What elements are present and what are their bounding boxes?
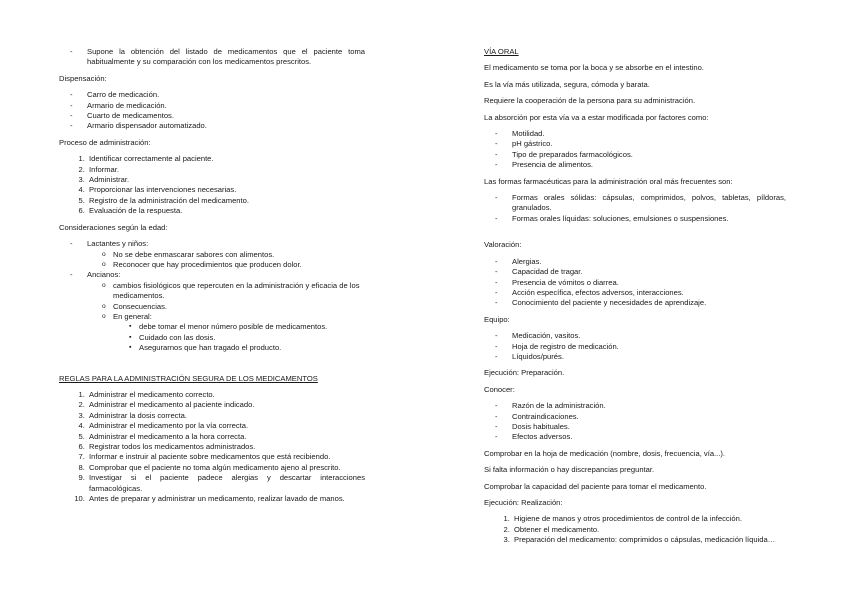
- dispensacion-heading: Dispensación:: [59, 73, 107, 83]
- list-item: ▪ Cuidado con las dosis.: [139, 333, 365, 343]
- intro-list: [59, 47, 365, 68]
- list-item: - Carro de medicación.: [87, 90, 365, 100]
- list-item: o No se debe enmascarar sabores con alimentos.: [113, 250, 365, 260]
- via-oral-heading: VÍA ORAL: [484, 47, 519, 56]
- list-item: 10. Antes de preparar y administrar un medicamento, realizar lavado de manos.: [87, 494, 365, 504]
- list-item: - Hoja de registro de medicación.: [512, 342, 786, 352]
- list-item: 2. Administrar el medicamento al paciente indicado.: [87, 400, 365, 410]
- list-item: 7. Informar e instruir al paciente sobre medicamentos que está recibiendo.: [87, 452, 365, 462]
- list-item: - Acción específica, efectos adversos, interacciones.: [512, 288, 786, 298]
- list-item: - Armario dispensador automatizado.: [87, 121, 365, 131]
- list-item: o Consecuencias.: [113, 302, 365, 312]
- consideraciones-heading: Consideraciones según la edad:: [59, 222, 168, 232]
- list-item: 3. Preparación del medicamento: comprimidos o cápsulas, medicación líquida…: [512, 535, 786, 545]
- lactantes-item: [87, 239, 365, 270]
- list-item: - Medicación, vasitos.: [512, 331, 786, 341]
- reglas-heading: REGLAS PARA LA ADMINISTRACIÓN SEGURA DE LOS MEDICAMENTOS: [59, 373, 318, 383]
- ejecucion-preparacion-heading: Ejecución: Preparación.: [484, 368, 565, 378]
- list-item: - Tipo de preparados farmacológicos.: [512, 150, 786, 160]
- ancianos-sublist: [87, 281, 365, 354]
- list-item: ▪ debe tomar el menor número posible de medicamentos.: [139, 322, 365, 332]
- paragraph: El medicamento se toma por la boca y se absorbe en el intestino.: [484, 63, 704, 73]
- left-column: [59, 47, 365, 510]
- list-item: 8. Comprobar que el paciente no toma algún medicamento ajeno al prescrito.: [87, 463, 365, 473]
- paragraph: Comprobar en la hoja de medicación (nombre, dosis, frecuencia, vía...).: [484, 448, 726, 458]
- list-item: 9. Investigar si el paciente padece alergias y descartar interacciones farmacológicas.: [87, 473, 365, 494]
- list-item: - Efectos adversos.: [512, 432, 786, 442]
- list-item: 1. Identificar correctamente al paciente.: [87, 154, 365, 164]
- list-item: 5. Registro de la administración del medicamento.: [87, 196, 365, 206]
- list-item: - Capacidad de tragar.: [512, 267, 786, 277]
- consideraciones-list: [59, 239, 365, 353]
- list-item: 1. Higiene de manos y otros procedimientos de control de la infección.: [512, 514, 786, 524]
- list-item: - Dosis habituales.: [512, 422, 786, 432]
- ancianos-item: [87, 270, 365, 353]
- list-item: - Armario de medicación.: [87, 101, 365, 111]
- lactantes-sublist: [87, 250, 365, 271]
- general-sublist: [113, 322, 365, 353]
- list-item: 3. Administrar.: [87, 175, 365, 185]
- reglas-list: [59, 390, 365, 504]
- list-item: - Formas orales líquidas: soluciones, emulsiones o suspensiones.: [512, 214, 786, 224]
- list-item: - Conocimiento del paciente y necesidades de aprendizaje.: [512, 298, 786, 308]
- list-item: 5. Administrar el medicamento a la hora correcta.: [87, 432, 365, 442]
- list-item: o cambios fisiológicos que repercuten en la administración y eficacia de los medicamentos.: [113, 281, 365, 302]
- list-item: o Reconocer que hay procedimientos que producen dolor.: [113, 260, 365, 270]
- list-item: - Contraindicaciones.: [512, 412, 786, 422]
- factores-list: [484, 129, 786, 171]
- list-item: - Líquidos/purés.: [512, 352, 786, 362]
- list-item: - Razón de la administración.: [512, 401, 786, 411]
- list-item: 4. Proporcionar las intervenciones necesarias.: [87, 185, 365, 195]
- valoracion-heading: Valoración:: [484, 240, 522, 250]
- realizacion-list: [484, 514, 786, 545]
- list-item: 6. Evaluación de la respuesta.: [87, 206, 365, 216]
- paragraph: Comprobar la capacidad del paciente para tomar el medicamento.: [484, 481, 707, 491]
- right-column: [484, 47, 786, 552]
- general-label: En general:: [113, 311, 152, 321]
- list-item: - Presencia de alimentos.: [512, 160, 786, 170]
- paragraph: Las formas farmacéuticas para la administración oral más frecuentes son:: [484, 176, 733, 186]
- lactantes-label: Lactantes y niños:: [87, 239, 149, 249]
- list-item: - Alergias.: [512, 257, 786, 267]
- ejecucion-realizacion-heading: Ejecución: Realización:: [484, 498, 563, 507]
- proceso-list: [59, 154, 365, 216]
- list-item: - pH gástrico.: [512, 139, 786, 149]
- dispensacion-list: [59, 90, 365, 132]
- list-item: 2. Informar.: [87, 165, 365, 175]
- list-item: 2. Obtener el medicamento.: [512, 525, 786, 535]
- paragraph: Requiere la cooperación de la persona para su administración.: [484, 96, 696, 106]
- list-item: 4. Administrar el medicamento por la vía correcta.: [87, 421, 365, 431]
- general-item: [113, 312, 365, 354]
- ancianos-label: Ancianos:: [87, 270, 121, 280]
- proceso-heading: Proceso de administración:: [59, 137, 151, 147]
- list-item: 6. Registrar todos los medicamentos administrados.: [87, 442, 365, 452]
- valoracion-list: [484, 257, 786, 309]
- list-item: - Formas orales sólidas: cápsulas, comprimidos, polvos, tabletas, píldoras, granulados.: [512, 193, 786, 214]
- intro-bullet: - Supone la obtención del listado de medicamentos que el paciente toma habitualmente y su comparación con los medicamentos prescritos.: [87, 47, 365, 68]
- list-item: ▪ Asegurarnos que han tragado el producto.: [139, 343, 365, 353]
- paragraph: Es la vía más utilizada, segura, cómoda y barata.: [484, 79, 650, 89]
- list-item: 1. Administrar el medicamento correcto.: [87, 390, 365, 400]
- list-item: - Presencia de vómitos o diarrea.: [512, 278, 786, 288]
- conocer-heading: Conocer:: [484, 384, 515, 394]
- conocer-list: [484, 401, 786, 443]
- list-item: - Motilidad.: [512, 129, 786, 139]
- list-item: 3. Administrar la dosis correcta.: [87, 411, 365, 421]
- equipo-list: [484, 331, 786, 362]
- paragraph: La absorción por esta vía va a estar modificada por factores como:: [484, 112, 709, 122]
- equipo-heading: Equipo:: [484, 314, 510, 324]
- formas-list: [484, 193, 786, 224]
- list-item: - Cuarto de medicamentos.: [87, 111, 365, 121]
- paragraph: Si falta información o hay discrepancias preguntar.: [484, 465, 655, 475]
